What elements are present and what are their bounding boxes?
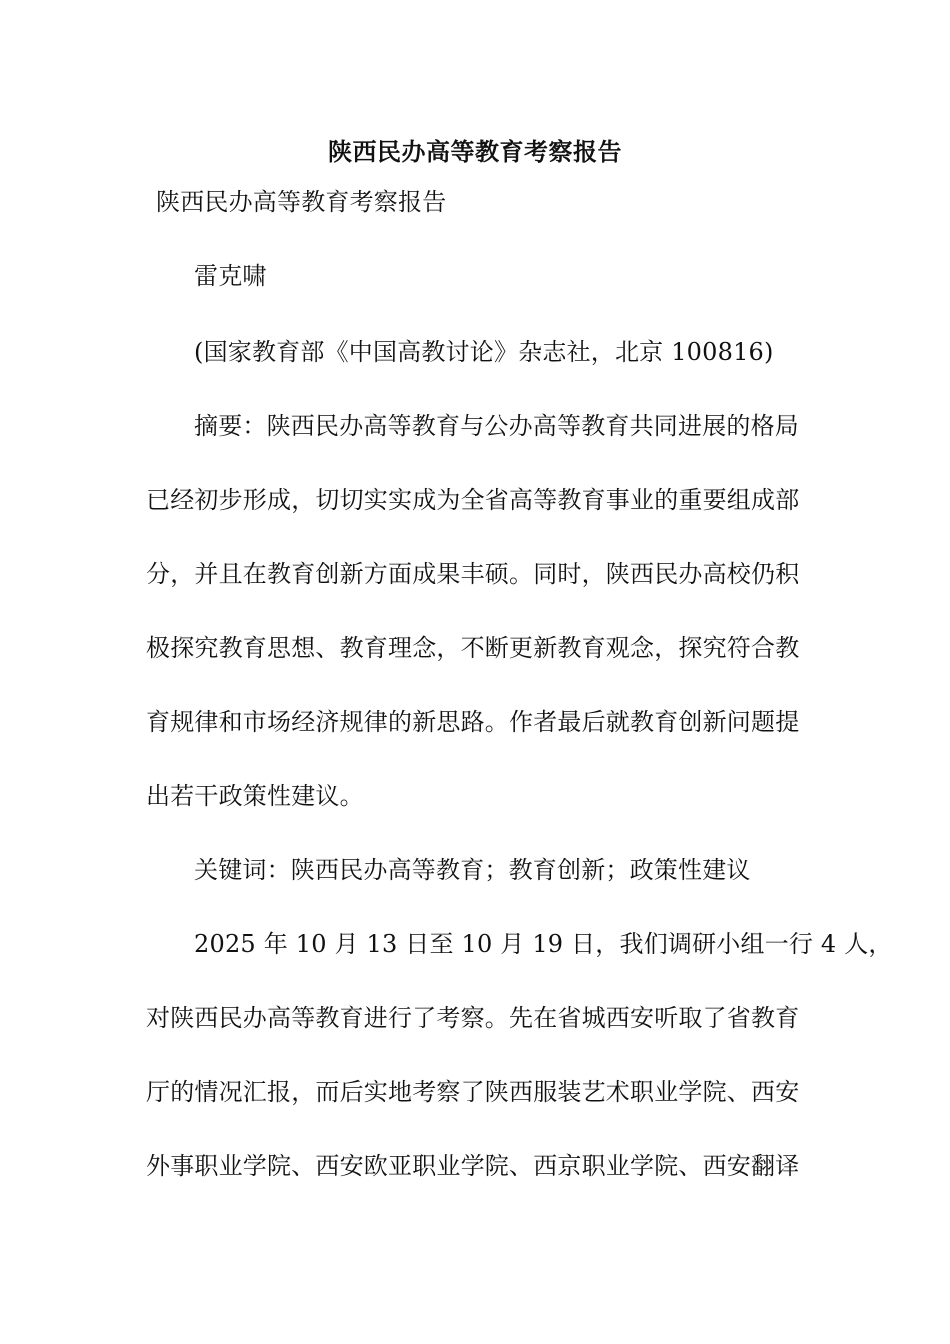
abstract-line: 育规律和市场经济规律的新思路。作者最后就教育创新问题提 [146,708,800,736]
abstract-line: 分，并且在教育创新方面成果丰硕。同时，陕西民办高校仍积 [146,560,800,588]
abstract-line: 极探究教育思想、教育理念，不断更新教育观念，探究符合教 [146,634,800,662]
body-line: 外事职业学院、西安欧亚职业学院、西京职业学院、西安翻译 [146,1152,800,1180]
keywords: 关键词：陕西民办高等教育；教育创新；政策性建议 [194,856,751,884]
document-subtitle: 陕西民办高等教育考察报告 [156,188,447,216]
body-line: 2025 年 10 月 13 日至 10 月 19 日，我们调研小组一行 4 人， [194,930,893,958]
author-affiliation: (国家教育部《中国高教讨论》杂志社，北京 100816) [194,338,774,366]
body-line: 厅的情况汇报，而后实地考察了陕西服装艺术职业学院、西安 [146,1078,800,1106]
body-line: 对陕西民办高等教育进行了考察。先在省城西安听取了省教育 [146,1004,800,1032]
abstract-line: 摘要：陕西民办高等教育与公办高等教育共同进展的格局 [194,412,799,440]
abstract-line: 已经初步形成，切切实实成为全省高等教育事业的重要组成部 [146,486,800,514]
document-title: 陕西民办高等教育考察报告 [328,137,622,166]
author-name: 雷克啸 [194,262,267,290]
abstract-line: 出若干政策性建议。 [146,782,364,810]
